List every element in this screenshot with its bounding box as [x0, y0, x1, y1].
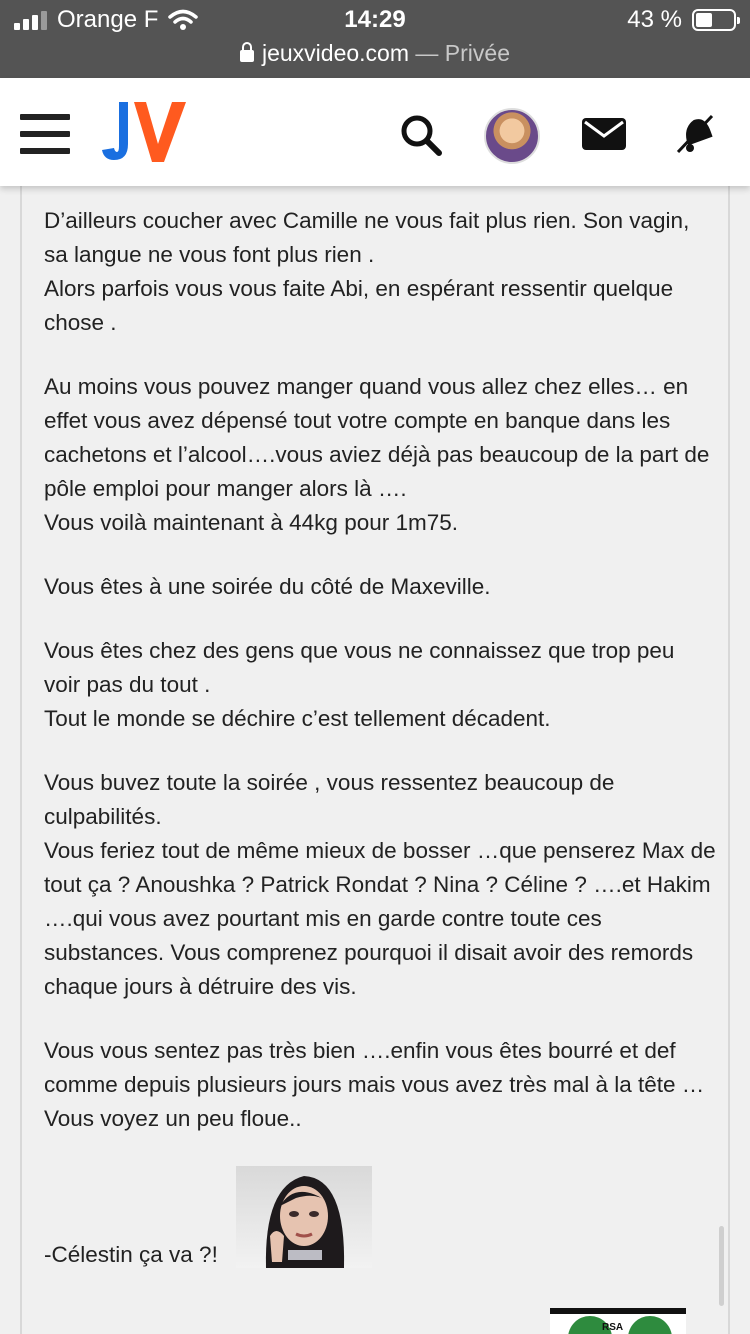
mail-icon[interactable] — [582, 118, 626, 150]
battery-icon — [692, 9, 736, 31]
jv-logo[interactable] — [100, 98, 190, 166]
private-label: Privée — [444, 40, 510, 66]
signoff-text: -Célestin ça va ?! — [44, 1242, 218, 1267]
carrier-name: Orange F — [57, 6, 159, 33]
post-paragraph: Vous êtes à une soirée du côté de Maxeville. — [44, 574, 491, 599]
post-paragraph: Au moins vous pouvez manger quand vous allez chez elles… en effet vous avez dépensé tout votre compte en banque dans les cachetons et l’alcool….vous aviez déjà pas beaucoup de la part de pôle emploi pour manger alors là …. Vous voilà maintenant à 44kg pour 1m75. — [44, 374, 710, 535]
address-bar[interactable] — [0, 40, 750, 67]
post-paragraph: Vous êtes chez des gens que vous ne connaissez que trop peu voir pas du tout . Tout le monde se déchire c’est tellement décadent. — [44, 638, 675, 731]
sticker-portrait — [236, 1166, 372, 1268]
url-text: jeuxvideo.com — [261, 40, 410, 66]
url-separator: — — [409, 40, 445, 66]
sticker-image[interactable] — [236, 1166, 372, 1268]
sticker-image-2[interactable] — [550, 1308, 686, 1334]
status-time: 14:29 — [344, 6, 406, 33]
post-body — [44, 204, 716, 1166]
post-paragraph: D’ailleurs coucher avec Camille ne vous fait plus rien. Son vagin, sa langue ne vous font plus rien . Alors parfois vous vous faite Abi, en espérant ressentir quelque chose . — [44, 208, 690, 335]
scrollbar[interactable] — [719, 1226, 724, 1306]
post-content — [20, 186, 730, 1334]
site-header — [0, 78, 750, 186]
post-paragraph: Vous vous sentez pas très bien ….enfin vous êtes bourré et def comme depuis plusieurs jours mais vous avez très mal à la tête …Vous voyez un peu floue.. — [44, 1038, 705, 1131]
rsa-label: RSA — [602, 1322, 624, 1333]
status-right — [627, 6, 736, 34]
sticker-rsa — [550, 1308, 686, 1334]
lock-icon — [240, 50, 254, 62]
bell-off-icon[interactable] — [676, 112, 714, 154]
search-icon[interactable] — [400, 114, 442, 156]
status-bar — [0, 0, 750, 78]
avatar[interactable] — [484, 108, 540, 164]
post-paragraph: Vous buvez toute la soirée , vous ressentez beaucoup de culpabilités. Vous feriez tout de même mieux de bosser …que penserez Max de tout ça ? Anoushka ? Patrick Rondat ? Nina ? Céline ? ….et Hakim ….qui vous avez pourtant mis en garde contre toute ces substances. Vous comprenez pourquoi il disait avoir des remords chaque jours à détruire des vis. — [44, 770, 716, 999]
menu-icon[interactable] — [20, 114, 70, 154]
battery-percent: 43 % — [627, 6, 682, 33]
